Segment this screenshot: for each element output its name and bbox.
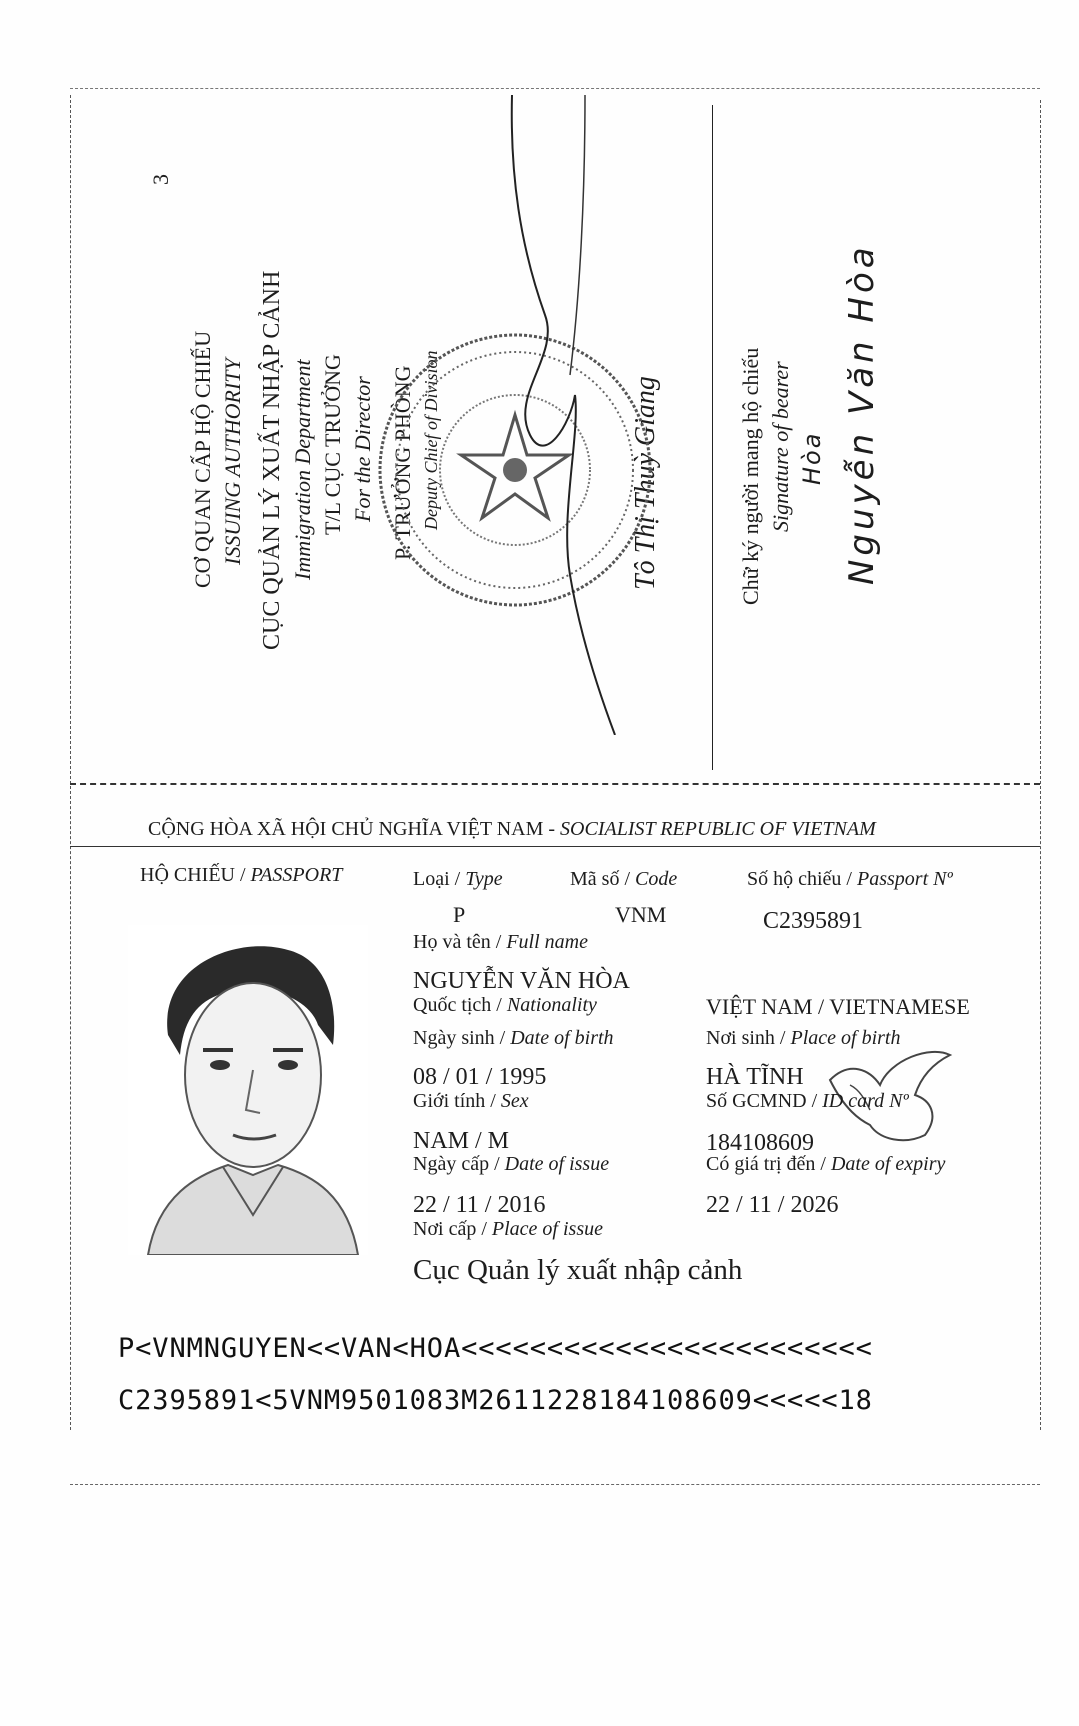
- department-en-wrap: [292, 359, 315, 580]
- full-name-value: NGUYỄN VĂN HÒA: [413, 968, 630, 994]
- pob-value: HÀ TĨNH: [706, 1064, 804, 1090]
- mrz-line-1: P<VNMNGUYEN<<VAN<HOA<<<<<<<<<<<<<<<<<<<<<<<<: [118, 1333, 873, 1364]
- page-fold-line: [70, 783, 1040, 786]
- bearer-sig-label-en-wrap: [770, 361, 793, 532]
- bearer-sig-label-en: Signature of bearer: [768, 361, 793, 532]
- doc-title: [140, 864, 342, 887]
- id-card-value: 184108609: [706, 1130, 814, 1156]
- page-number-wrap: [150, 174, 173, 185]
- director-title-en: For the Director: [350, 376, 375, 522]
- issue-date-value: 22 / 11 / 2016: [413, 1192, 546, 1218]
- bearer-signature-1: Hòa: [798, 431, 826, 485]
- mrz-line-2: C2395891<5VNM9501083M2611228184108609<<<<<18: [118, 1385, 873, 1416]
- department-en: Immigration Department: [290, 359, 315, 580]
- expiry-label: Có giá trị đến / Date of expiry: [706, 1153, 946, 1175]
- type-label: Loại / Type: [413, 868, 503, 890]
- bearer-signature-2-wrap: [842, 243, 882, 585]
- page-border-top: [70, 88, 1040, 90]
- country-header-vi: CỘNG HÒA XÃ HỘI CHỦ NGHĨA VIỆT NAM -: [148, 818, 556, 840]
- type-value: P: [453, 902, 466, 927]
- nationality-value: VIỆT NAM / VIETNAMESE: [706, 994, 970, 1019]
- doc-title-en: PASSPORT: [250, 864, 343, 886]
- holder-photo-icon: [128, 925, 368, 1255]
- sex-label: Giới tính / Sex: [413, 1090, 529, 1112]
- department-vi: CỤC QUẢN LÝ XUẤT NHẬP CẢNH: [259, 270, 285, 650]
- department-vi-wrap: [260, 271, 284, 650]
- authority-heading-en: ISSUING AUTHORITY: [220, 358, 245, 565]
- nationality-label: Quốc tịch / Nationality: [413, 994, 597, 1016]
- dob-value: 08 / 01 / 1995: [413, 1064, 547, 1090]
- authority-heading-vi: CƠ QUAN CẤP HỘ CHIẾU: [190, 330, 215, 588]
- code-value: VNM: [615, 902, 667, 927]
- issue-date-label: Ngày cấp / Date of issue: [413, 1153, 610, 1175]
- authority-heading-vi-wrap: [192, 331, 215, 588]
- passport-no-value: C2395891: [763, 908, 864, 934]
- code-label: Mã số / Code: [570, 868, 678, 890]
- bearer-signature-2: Nguyễn Văn Hòa: [842, 243, 882, 585]
- bearer-sig-label-vi-wrap: [740, 348, 763, 605]
- passport-no-label: Số hộ chiếu / Passport Nº: [747, 868, 953, 890]
- signer-name: Tô Thị Thuỳ Giang: [630, 376, 661, 590]
- id-card-label: Số GCMND / ID card Nº: [706, 1090, 909, 1112]
- place-issue-label: Nơi cấp / Place of issue: [413, 1218, 603, 1240]
- full-name-label: Họ và tên / Full name: [413, 931, 588, 953]
- expiry-value: 22 / 11 / 2026: [706, 1192, 839, 1218]
- page-border-left: [70, 95, 72, 1430]
- sex-value: NAM / M: [413, 1128, 510, 1154]
- authority-heading-en-wrap: [222, 358, 245, 565]
- director-signature-icon: [450, 95, 690, 735]
- page-border-right: [1040, 100, 1042, 1430]
- signer-title-vi: P. TRƯỞNG PHÒNG: [390, 365, 415, 560]
- country-header-en: SOCIALIST REPUBLIC OF VIETNAM: [560, 818, 876, 840]
- page-number: 3: [148, 174, 173, 185]
- signature-divider: [712, 105, 713, 770]
- director-title-vi: T/L CỤC TRƯỞNG: [320, 354, 345, 535]
- page-border-bottom: [70, 1484, 1040, 1486]
- bearer-sig-label-vi: Chữ ký người mang hộ chiếu: [738, 347, 763, 605]
- pob-label: Nơi sinh / Place of birth: [706, 1027, 901, 1049]
- doc-title-vi: HỘ CHIẾU /: [140, 864, 246, 886]
- country-header: [148, 818, 876, 841]
- place-issue-value: Cục Quản lý xuất nhập cảnh: [413, 1254, 743, 1286]
- director-title-vi-wrap: [322, 354, 345, 535]
- dob-label: Ngày sinh / Date of birth: [413, 1027, 614, 1049]
- data-page-top-rule: [70, 846, 1040, 847]
- signer-title-en: Deputy Chief of Division: [421, 350, 441, 530]
- bearer-signature-1-wrap: [800, 432, 825, 485]
